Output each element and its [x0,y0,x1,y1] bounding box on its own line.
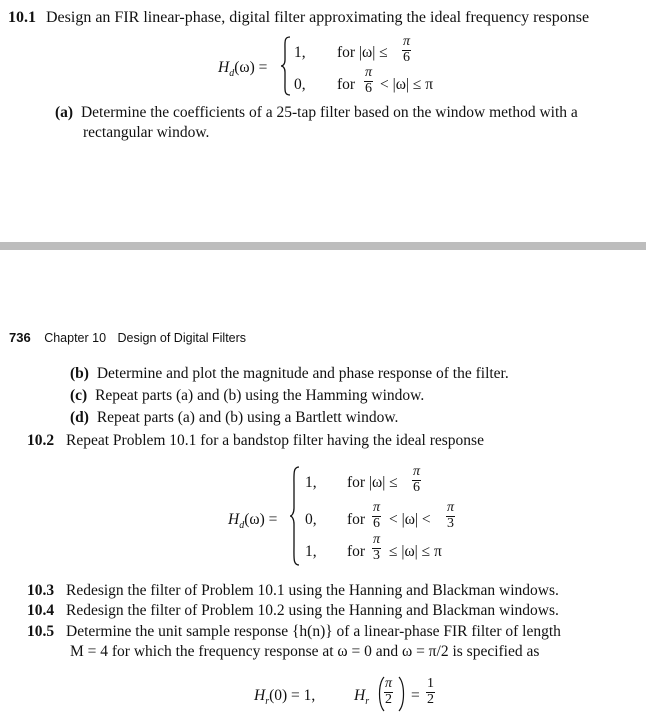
hd-symbol: H [218,59,230,76]
equation-hr-pi-half [354,687,369,711]
case1-value: 1, [305,474,317,491]
fraction-denominator: 3 [373,548,380,563]
case2-value: 0, [294,76,306,93]
fraction-numerator: π [373,532,381,547]
part-label: (d) [70,409,89,426]
fraction-numerator: π [447,500,455,515]
hd-argument: (ω) = [244,511,278,528]
page-number: 736 [9,330,31,345]
part-label: (b) [70,365,89,382]
case2-for: for [337,76,356,93]
hr-subscript: r [365,696,370,708]
problem-number: 10.2 [27,432,55,449]
fraction-numerator: 1 [427,676,434,691]
fraction-numerator: π [365,65,373,80]
hd-symbol: H [228,511,240,528]
problem-number: 10.5 [27,623,55,640]
fraction-denominator: 6 [413,480,420,495]
hd-subscript: d [239,520,245,532]
fraction-numerator: π [373,500,381,515]
fraction-denominator: 2 [427,692,434,707]
fraction-numerator: π [413,464,421,479]
left-brace-icon [289,466,301,566]
fraction-numerator: π [385,676,393,691]
fraction-denominator: 6 [365,81,372,96]
fraction-denominator: 6 [403,50,410,65]
problem-statement: Determine the unit sample response {h(n)} of a linear-phase FIR filter of length [66,623,561,640]
case2-value: 0, [305,511,317,528]
problem-number: 10.4 [27,602,55,619]
problem-statement: Design an FIR linear-phase, digital filter approximating the ideal frequency response [46,9,590,26]
problem-number: 10.3 [27,582,55,599]
case3-for: for [347,543,366,560]
case2-range: < |ω| < [389,511,431,528]
fraction-pi-over-6 [364,66,373,96]
chapter-title: Design of Digital Filters [117,331,247,345]
problem-10-5-continued: M = 4 for which the frequency response at ω = 0 and ω = π/2 is specified as [70,643,540,660]
case1-condition: for |ω| ≤ [347,474,398,491]
hr-symbol: H [254,687,266,704]
right-paren-icon [398,676,406,712]
part-b [70,365,509,383]
fraction-numerator: π [403,34,411,49]
case1-condition: for |ω| ≤ [337,44,388,61]
fraction-one-half [426,677,435,707]
problem-statement: Repeat Problem 10.1 for a bandstop filter having the ideal response [66,432,484,449]
part-a-continued: rectangular window. [83,124,210,141]
equation-hr-zero [254,687,315,711]
problem-10-2-heading [27,432,484,450]
part-d [70,409,398,427]
hd-argument: (ω) = [234,59,268,76]
case1-value: 1, [294,44,306,61]
problem-10-1-heading [8,9,589,27]
part-text: Repeat parts (a) and (b) using the Hamming window. [95,387,425,404]
hr-symbol: H [354,687,366,704]
fraction-pi-over-3 [372,533,381,563]
case2-range: < |ω| ≤ π [380,76,434,93]
problem-statement: Redesign the filter of Problem 10.2 using the Hanning and Blackman windows. [66,602,559,619]
fraction-pi-over-6 [402,35,411,65]
problem-statement: Redesign the filter of Problem 10.1 using the Hanning and Blackman windows. [66,582,559,599]
page-separator [0,242,646,250]
problem-10-3 [27,582,559,600]
fraction-denominator: 2 [385,692,392,707]
problem-10-5 [27,623,561,641]
hr-subscript: r [265,696,270,708]
case3-value: 1, [305,543,317,560]
hr-value: (0) = 1, [269,687,316,704]
part-text: Determine and plot the magnitude and phase response of the filter. [96,365,509,382]
part-label: (c) [70,387,88,404]
part-a [55,104,578,122]
fraction-pi-over-6 [372,501,381,531]
part-text: Repeat parts (a) and (b) using a Bartlett window. [96,409,399,426]
case2-for: for [347,511,366,528]
page-header [9,330,246,345]
case3-range: ≤ |ω| ≤ π [389,543,442,560]
part-c [70,387,424,405]
fraction-pi-over-3 [446,501,455,531]
fraction-denominator: 6 [373,516,380,531]
problem-number: 10.1 [8,9,36,26]
fraction-pi-over-2 [384,677,393,707]
hd-label [228,511,277,535]
problem-10-4 [27,602,559,620]
fraction-denominator: 3 [447,516,454,531]
part-text: Determine the coefficients of a 25-tap filter based on the window method with a [80,104,578,121]
hd-subscript: d [229,68,235,80]
hd-label [218,59,267,83]
fraction-pi-over-6 [412,465,421,495]
part-label: (a) [55,104,74,121]
equals-sign: = [411,687,420,704]
left-brace-icon [280,36,292,96]
chapter-label: Chapter 10 [44,331,107,345]
